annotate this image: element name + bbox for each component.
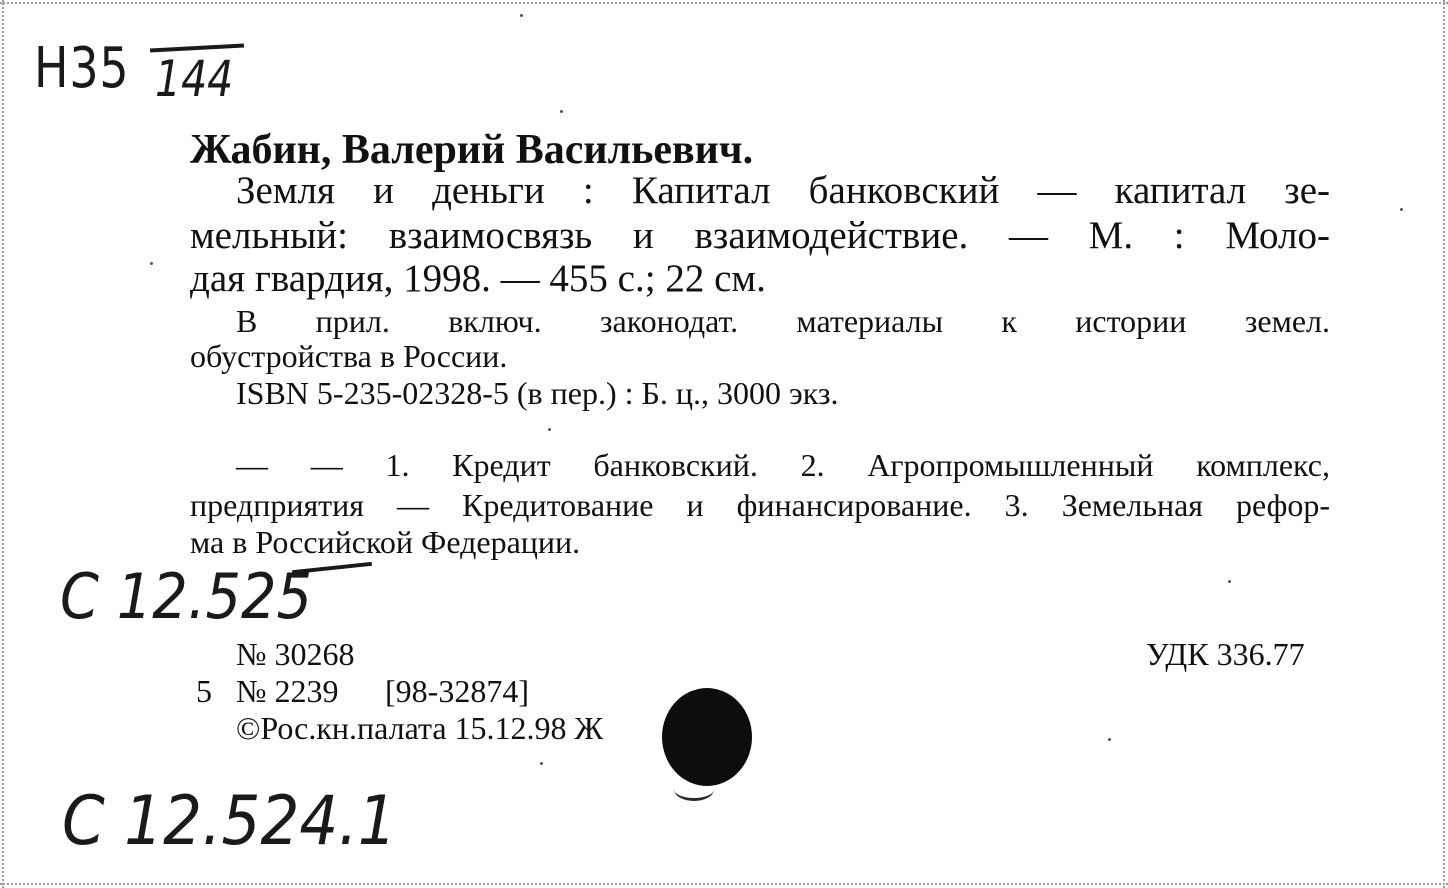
scan-speck — [560, 110, 563, 113]
author-heading: Жабин, Валерий Васильевич. — [190, 127, 754, 173]
scan-speck — [150, 262, 153, 265]
call-number-right: 144 — [155, 50, 234, 108]
scan-speck — [540, 762, 543, 765]
punch-hole-smudge — [674, 778, 714, 801]
subject-line-2: предприятия — Кредитование и финансирование. 3. Земельная рефор- — [190, 487, 1330, 523]
note-line-1: В прил. включ. законодат. материалы к истории земел. — [236, 303, 1330, 339]
inventory-number-1: С 12.525 — [60, 560, 312, 633]
title-line-3: дая гвардия, 1998. — 455 с.; 22 см. — [190, 257, 766, 300]
card-border-top — [0, 2, 1448, 4]
record-number-2: № 2239 — [236, 673, 339, 709]
scan-speck — [1228, 580, 1231, 583]
record-number: № 30268 — [236, 636, 355, 672]
copyright-line: ©Рос.кн.палата 15.12.98 Ж — [236, 710, 604, 746]
subject-line-3: ма в Российской Федерации. — [190, 524, 581, 560]
scan-speck — [520, 14, 523, 17]
scan-speck — [1400, 208, 1403, 211]
punch-hole — [662, 688, 752, 786]
copies-prefix: 5 — [196, 673, 212, 709]
card-border-right — [1443, 0, 1445, 888]
title-line-2: мельный: взаимосвязь и взаимодействие. — М. : Моло- — [190, 214, 1330, 257]
card-border-left — [2, 0, 4, 888]
scan-speck — [1108, 738, 1111, 741]
note-line-2: обустройства в России. — [190, 338, 508, 374]
udc-code: УДК 336.77 — [1146, 636, 1305, 672]
title-line-1: Земля и деньги : Капитал банковский — капитал зе- — [236, 169, 1330, 212]
card-border-bottom — [0, 883, 1448, 885]
scan-speck — [548, 428, 551, 431]
record-bracket: [98-32874] — [385, 673, 529, 709]
call-number-left: Н35 — [34, 36, 130, 101]
subject-line-1: — — 1. Кредит банковский. 2. Агропромышленный комплекс, — [236, 447, 1330, 483]
isbn-line: ISBN 5-235-02328-5 (в пер.) : Б. ц., 3000 экз. — [236, 375, 839, 411]
inventory-number-2: С 12.524.1 — [62, 782, 397, 861]
